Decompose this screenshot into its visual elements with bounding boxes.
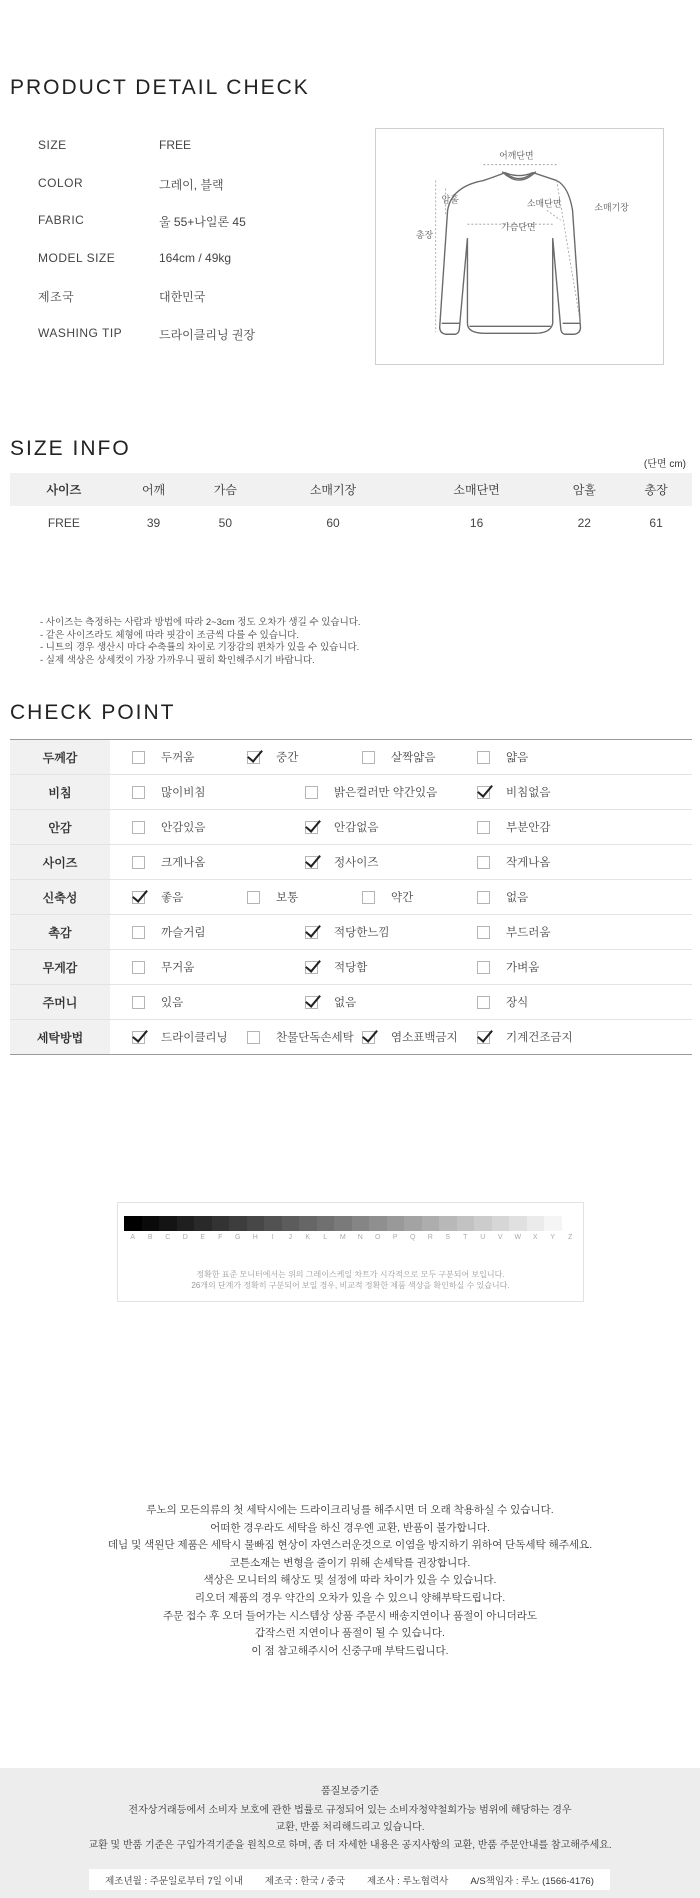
check-option[interactable]	[477, 994, 528, 1010]
check-option-label: 약간	[391, 892, 414, 904]
check-row-label: 세탁방법	[10, 1020, 110, 1055]
grayscale-letter: H	[252, 1234, 258, 1241]
check-option[interactable]	[477, 819, 550, 835]
grayscale-swatch	[264, 1216, 282, 1231]
check-options	[110, 950, 692, 985]
grayscale-swatch	[439, 1216, 457, 1231]
unchecked-checkbox-icon[interactable]	[132, 751, 145, 764]
check-option-label: 까슬거림	[161, 927, 206, 939]
grayscale-swatch	[387, 1216, 405, 1231]
check-option[interactable]	[477, 924, 550, 940]
unchecked-checkbox-icon[interactable]	[477, 891, 490, 904]
grayscale-letter: M	[339, 1234, 346, 1241]
check-option[interactable]	[305, 924, 390, 940]
spec-key: FABRIC	[38, 213, 85, 227]
grayscale-swatch	[404, 1216, 422, 1231]
unchecked-checkbox-icon[interactable]	[305, 786, 318, 799]
grayscale-swatch	[474, 1216, 492, 1231]
check-option[interactable]	[132, 784, 205, 800]
check-option[interactable]	[477, 1029, 573, 1045]
grayscale-swatch	[527, 1216, 545, 1231]
notice-line: 색상은 모니터의 해상도 및 설정에 따라 차이가 있을 수 있습니다.	[203, 1574, 497, 1587]
notice-line: 어떠한 경우라도 세탁을 하신 경우엔 교환, 반품이 불가합니다.	[210, 1521, 490, 1534]
grayscale-swatch	[334, 1216, 352, 1231]
grayscale-swatch	[544, 1216, 562, 1231]
check-options	[110, 880, 692, 915]
size-info-section	[0, 410, 700, 590]
grayscale-swatch	[299, 1216, 317, 1231]
check-option[interactable]	[132, 819, 205, 835]
spec-key: SIZE	[38, 138, 67, 152]
unchecked-checkbox-icon[interactable]	[132, 856, 145, 869]
grayscale-chart	[117, 1202, 584, 1302]
size-header-cell: 소매단면	[405, 473, 549, 506]
check-option-label: 정사이즈	[334, 857, 379, 869]
size-unit: (단면 cm)	[643, 459, 686, 470]
check-option[interactable]	[305, 994, 356, 1010]
size-cell: 39	[146, 516, 161, 530]
check-option-label: 적당한느낌	[334, 927, 390, 939]
check-row-label: 신축성	[10, 880, 110, 915]
size-header-cell: 암홀	[548, 473, 620, 506]
spec-row-fabric	[38, 213, 338, 251]
table-row	[10, 880, 692, 915]
check-option[interactable]	[132, 854, 205, 870]
spec-value: 164cm / 49kg	[159, 250, 232, 265]
check-option[interactable]	[362, 749, 435, 765]
check-option[interactable]	[132, 1029, 228, 1045]
unchecked-checkbox-icon[interactable]	[132, 961, 145, 974]
notice-line: 이 점 참고해주시어 신중구매 부탁드립니다.	[251, 1644, 449, 1657]
sweater-diagram	[376, 129, 663, 364]
grayscale-letter: R	[427, 1234, 433, 1241]
check-row-label: 주머니	[10, 985, 110, 1020]
check-option-label: 좋음	[161, 892, 184, 904]
size-header-cell: 사이즈	[10, 473, 118, 506]
checked-checkbox-icon[interactable]	[477, 786, 490, 799]
grayscale-swatch	[159, 1216, 177, 1231]
check-option-label: 많이비침	[161, 787, 206, 799]
check-option[interactable]	[132, 924, 205, 940]
spec-key: 제조국	[38, 290, 75, 304]
check-option[interactable]	[362, 1029, 458, 1045]
spec-list	[38, 138, 338, 363]
notice-line: 코튼소재는 변형을 줄이기 위해 손세탁를 권장합니다.	[229, 1556, 471, 1569]
label-armhole: 암홀	[441, 195, 459, 206]
grayscale-letter: Z	[568, 1234, 573, 1241]
label-length: 총장	[415, 231, 434, 242]
table-row	[10, 810, 692, 845]
check-option-label: 없음	[334, 997, 357, 1009]
unchecked-checkbox-icon[interactable]	[477, 926, 490, 939]
check-option-label: 적당함	[334, 962, 368, 974]
size-notes	[0, 590, 700, 696]
check-option-label: 안감없음	[334, 822, 379, 834]
size-cell: 60	[326, 516, 340, 530]
check-row-label: 두께감	[10, 740, 110, 775]
grayscale-swatch	[212, 1216, 230, 1231]
spec-row-washing-tip	[38, 326, 338, 364]
size-header-cell: 가슴	[189, 473, 261, 506]
footer-info-item: A/S책임자 : 루노 (1566-4176)	[470, 1875, 594, 1887]
check-options	[110, 775, 692, 810]
check-option-label: 살짝얇음	[391, 752, 436, 764]
size-info-title: SIZE INFO	[10, 437, 131, 460]
footer-info-item: 제조사 : 루노협력사	[367, 1875, 449, 1887]
spec-value: FREE	[159, 138, 192, 152]
check-option-label: 부드러움	[506, 927, 551, 939]
sweater-outline-icon	[440, 172, 581, 335]
check-option-label: 없음	[506, 892, 529, 904]
list-item: - 니트의 경우 생산시 마다 수축률의 차이로 기장감의 편차가 있을 수 있습니다.	[40, 642, 360, 654]
check-option-label: 가벼움	[506, 962, 540, 974]
grayscale-swatch	[317, 1216, 335, 1231]
size-cell: 16	[469, 516, 484, 530]
check-option-label: 두꺼움	[161, 752, 195, 764]
table-row	[10, 915, 692, 950]
check-option-label: 크게나옴	[161, 857, 206, 869]
quality-guarantee-footer	[0, 1768, 700, 1898]
check-option[interactable]	[132, 749, 194, 765]
label-sleeve-width: 소매단면	[526, 199, 562, 210]
check-option[interactable]	[305, 854, 378, 870]
check-option-label: 얇음	[506, 752, 529, 764]
check-point-section	[0, 696, 700, 1176]
care-notice	[0, 1496, 700, 1768]
grayscale-letter: Y	[550, 1234, 556, 1241]
check-option[interactable]	[305, 959, 367, 975]
grayscale-letter: G	[235, 1234, 241, 1241]
grayscale-swatch	[369, 1216, 387, 1231]
label-sleeve-length: 소매기장	[594, 203, 629, 214]
notice-line: 데님 및 색원단 제품은 세탁시 물빠짐 현상이 자연스러운것으로 이염을 방지하기 위하여 단독세탁 해주세요.	[107, 1539, 593, 1552]
grayscale-note-line: 정확한 표준 모니터에서는 위의 그레이스케일 차트가 시각적으로 모두 구분되어 보입니다.	[196, 1270, 505, 1279]
checked-checkbox-icon[interactable]	[305, 821, 318, 834]
check-option[interactable]	[305, 784, 437, 800]
grayscale-letter: J	[288, 1234, 292, 1241]
grayscale-swatch	[177, 1216, 195, 1231]
check-option[interactable]	[362, 889, 413, 905]
table-row	[10, 775, 692, 810]
check-option-label: 염소표백금지	[391, 1032, 458, 1044]
footer-title: 품질보증기준	[321, 1786, 379, 1797]
check-option[interactable]	[477, 749, 528, 765]
check-option-label: 중간	[276, 752, 299, 764]
check-option-label: 찬물단독손세탁	[276, 1032, 354, 1044]
check-row-label: 무게감	[10, 950, 110, 985]
check-option-label: 장식	[506, 997, 529, 1009]
check-option[interactable]	[247, 1029, 354, 1045]
grayscale-swatch	[142, 1216, 160, 1231]
checked-checkbox-icon[interactable]	[305, 996, 318, 1009]
unchecked-checkbox-icon[interactable]	[477, 751, 490, 764]
unchecked-checkbox-icon[interactable]	[362, 891, 375, 904]
check-option-label: 안감있음	[161, 822, 206, 834]
grayscale-swatch	[124, 1216, 142, 1231]
check-options	[110, 740, 692, 775]
grayscale-letter: T	[463, 1234, 468, 1241]
unchecked-checkbox-icon[interactable]	[132, 786, 145, 799]
table-row	[10, 506, 692, 540]
check-option[interactable]	[477, 959, 539, 975]
unchecked-checkbox-icon[interactable]	[477, 856, 490, 869]
product-detail-section	[0, 0, 700, 410]
check-options	[110, 845, 692, 880]
grayscale-letter: L	[323, 1234, 328, 1241]
check-option-label: 비침없음	[506, 787, 551, 799]
spec-key: COLOR	[38, 175, 84, 190]
spec-value: 드라이클리닝 권장	[159, 327, 256, 342]
check-option[interactable]	[477, 784, 550, 800]
spec-row-origin	[38, 288, 338, 326]
grayscale-letter: I	[271, 1234, 274, 1241]
unchecked-checkbox-icon[interactable]	[132, 821, 145, 834]
grayscale-swatch	[457, 1216, 475, 1231]
checked-checkbox-icon[interactable]	[305, 856, 318, 869]
size-table	[10, 473, 692, 540]
grayscale-letter: K	[305, 1234, 311, 1241]
check-option-label: 기계건조금지	[506, 1032, 573, 1044]
notice-line: 루노의 모든의류의 첫 세탁시에는 드라이크리닝를 해주시면 더 오래 착용하실 수 있습니다.	[146, 1504, 554, 1516]
grayscale-swatch	[422, 1216, 440, 1231]
unchecked-checkbox-icon[interactable]	[362, 751, 375, 764]
size-table-header	[10, 473, 692, 506]
grayscale-letter: A	[130, 1234, 136, 1241]
label-shoulder: 어깨단면	[499, 151, 534, 162]
table-row	[10, 845, 692, 880]
check-point-title: CHECK POINT	[10, 701, 176, 724]
unchecked-checkbox-icon[interactable]	[132, 926, 145, 939]
spec-key: WASHING TIP	[38, 325, 123, 340]
grayscale-swatch	[229, 1216, 247, 1231]
check-row-label: 촉감	[10, 915, 110, 950]
check-option[interactable]	[477, 854, 550, 870]
check-options	[110, 810, 692, 845]
spec-key: MODEL SIZE	[38, 250, 116, 265]
spec-row-color	[38, 176, 338, 214]
footer-info-bar	[89, 1869, 610, 1890]
unchecked-checkbox-icon[interactable]	[477, 996, 490, 1009]
footer-line: 교환, 반품 처리해드리고 있습니다.	[275, 1822, 425, 1834]
grayscale-letter: N	[357, 1234, 363, 1241]
grayscale-bar	[124, 1216, 579, 1231]
check-options	[110, 1020, 692, 1055]
grayscale-letter: C	[165, 1234, 171, 1241]
spec-row-model-size	[38, 251, 338, 289]
unchecked-checkbox-icon[interactable]	[247, 1031, 260, 1044]
grayscale-letter: U	[480, 1234, 486, 1241]
size-cell: 50	[218, 516, 233, 530]
grayscale-swatch	[194, 1216, 212, 1231]
grayscale-letter: V	[497, 1234, 503, 1241]
check-option[interactable]	[132, 889, 183, 905]
list-item: - 실제 색상은 상세컷이 가장 가까우니 필히 확인해주시기 바랍니다.	[40, 654, 315, 666]
grayscale-letter: W	[514, 1234, 522, 1241]
unchecked-checkbox-icon[interactable]	[477, 961, 490, 974]
grayscale-section	[0, 1176, 700, 1496]
checked-checkbox-icon[interactable]	[247, 751, 260, 764]
garment-measurement-figure	[375, 128, 664, 365]
checked-checkbox-icon[interactable]	[305, 961, 318, 974]
check-option[interactable]	[305, 819, 378, 835]
footer-line: 교환 및 반품 기준은 구입가격기준을 원칙으로 하며, 좀 더 자세한 내용은 공지사항의 교환, 반품 주문안내를 참고해주세요.	[88, 1839, 612, 1851]
grayscale-letter: Q	[410, 1234, 416, 1241]
grayscale-swatch	[247, 1216, 265, 1231]
checked-checkbox-icon[interactable]	[477, 1031, 490, 1044]
check-row-label: 안감	[10, 810, 110, 845]
check-option-label: 작게나옴	[506, 857, 551, 869]
size-header-cell: 소매기장	[261, 473, 405, 506]
check-option-label: 있음	[161, 997, 184, 1009]
grayscale-swatch	[509, 1216, 527, 1231]
grayscale-letter: D	[182, 1234, 188, 1241]
table-row	[10, 740, 692, 775]
grayscale-letter: P	[392, 1234, 398, 1241]
grayscale-swatch	[562, 1216, 580, 1231]
check-option[interactable]	[132, 994, 183, 1010]
footer-info-item: 제조년월 : 주문일로부터 7일 이내	[105, 1875, 243, 1887]
size-header-cell: 총장	[620, 473, 692, 506]
check-row-label: 사이즈	[10, 845, 110, 880]
unchecked-checkbox-icon[interactable]	[477, 821, 490, 834]
grayscale-letter: X	[532, 1234, 538, 1241]
size-cell: 61	[649, 516, 663, 530]
check-option-label: 부분안감	[506, 822, 551, 834]
check-option-label: 보통	[276, 892, 299, 904]
check-options	[110, 915, 692, 950]
size-cell: FREE	[47, 516, 80, 530]
check-option[interactable]	[132, 959, 194, 975]
spec-value: 울 55+나일론 45	[159, 215, 246, 229]
table-row	[10, 1020, 692, 1055]
list-item: - 같은 사이즈라도 체형에 따라 핏감이 조금씩 다를 수 있습니다.	[40, 629, 299, 641]
table-row	[10, 985, 692, 1020]
grayscale-letter: B	[147, 1234, 153, 1241]
unchecked-checkbox-icon[interactable]	[247, 891, 260, 904]
spec-value: 그레이, 블랙	[159, 177, 224, 192]
footer-info-item: 제조국 : 한국 / 중국	[264, 1875, 345, 1887]
check-point-table	[10, 739, 692, 1055]
grayscale-swatch	[352, 1216, 370, 1231]
checked-checkbox-icon[interactable]	[305, 926, 318, 939]
list-item: - 사이즈는 측정하는 사람과 방법에 따라 2~3cm 정도 오차가 생길 수 있습니다.	[40, 617, 361, 628]
check-option-label: 무거움	[161, 962, 195, 974]
grayscale-letter: F	[218, 1234, 223, 1241]
notice-line: 갑작스런 지연이나 품절이 될 수 있습니다.	[255, 1627, 445, 1640]
detail-title: PRODUCT DETAIL CHECK	[10, 76, 310, 99]
check-option[interactable]	[477, 889, 528, 905]
grayscale-swatch	[282, 1216, 300, 1231]
table-row	[10, 950, 692, 985]
grayscale-note-line: 26개의 단계가 정확히 구분되어 보일 경우, 비교적 정확한 제품 색상을 확인하실 수 있습니다.	[191, 1280, 510, 1290]
size-header-cell: 어깨	[118, 473, 190, 506]
notice-line: 리오더 제품의 경우 약간의 오차가 있을 수 있으니 양해부탁드립니다.	[194, 1591, 506, 1604]
checked-checkbox-icon[interactable]	[362, 1031, 375, 1044]
footer-line: 전자상거래등에서 소비자 보호에 관한 법률로 규정되어 있는 소비자청약철회가능 범위에 해당하는 경우	[128, 1805, 572, 1816]
grayscale-letter: E	[200, 1234, 206, 1241]
grayscale-letters	[124, 1234, 579, 1241]
checked-checkbox-icon[interactable]	[132, 891, 145, 904]
spec-row-size	[38, 138, 338, 176]
unchecked-checkbox-icon[interactable]	[132, 996, 145, 1009]
grayscale-note	[118, 1270, 583, 1291]
check-option-label: 드라이클리닝	[161, 1032, 228, 1044]
check-option[interactable]	[247, 889, 298, 905]
label-chest: 가슴단면	[501, 223, 536, 234]
checked-checkbox-icon[interactable]	[132, 1031, 145, 1044]
spec-value: 대한민국	[159, 290, 206, 304]
size-cell: 22	[577, 516, 591, 530]
check-option[interactable]	[247, 749, 298, 765]
grayscale-letter: S	[445, 1234, 451, 1241]
grayscale-letter: O	[375, 1234, 381, 1241]
check-options	[110, 985, 692, 1020]
check-row-label: 비침	[10, 775, 110, 810]
grayscale-swatch	[492, 1216, 510, 1231]
check-option-label: 밝은컬러만 약간있음	[334, 787, 438, 799]
notice-line: 주문 접수 후 오더 들어가는 시스템상 상품 주문시 배송지연이나 품절이 아니더라도	[162, 1609, 538, 1622]
